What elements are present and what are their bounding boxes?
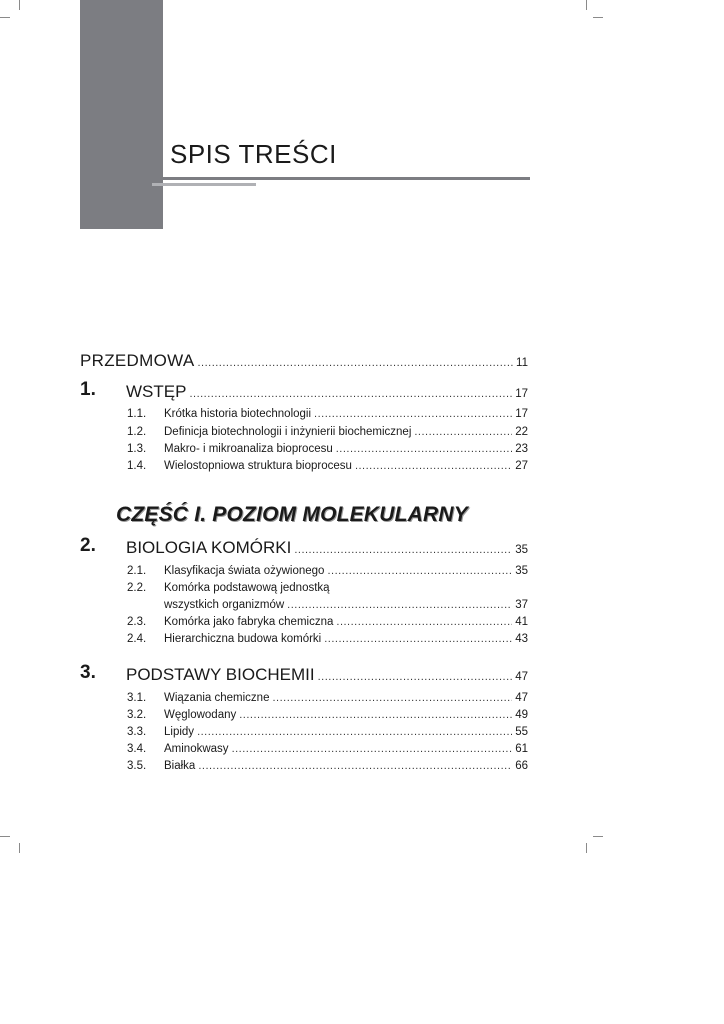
- section-number: 3.5.: [127, 760, 147, 772]
- toc-entry-section[interactable]: [127, 743, 528, 755]
- toc-entry-label: Wielostopniowa struktura bioprocesu: [164, 460, 352, 472]
- toc-entry-label: Aminokwasy: [164, 743, 229, 755]
- section-number: 2.3.: [127, 616, 147, 628]
- toc-page-number: 23: [515, 443, 528, 455]
- toc-entry-section[interactable]: [127, 408, 528, 420]
- dot-leader: [197, 357, 513, 369]
- toc-page-number: 27: [515, 460, 528, 472]
- part-heading: CZĘŚĆ I. POZIOM MOLEKULARNY: [116, 503, 468, 526]
- toc-page-number: 22: [515, 426, 528, 438]
- toc-page-number: 35: [515, 544, 528, 556]
- crop-mark: [586, 0, 587, 10]
- toc-entry-section[interactable]: [127, 582, 330, 594]
- dot-leader: [272, 692, 512, 704]
- toc-entry-section[interactable]: [127, 426, 528, 438]
- toc-page-number: 11: [516, 357, 528, 369]
- toc-page-number: 17: [515, 388, 528, 400]
- crop-mark: [0, 17, 10, 18]
- dot-leader: [197, 726, 512, 738]
- toc-entry-section[interactable]: [127, 760, 528, 772]
- chapter-number: 1.: [80, 379, 96, 400]
- toc-entry-section[interactable]: [127, 726, 528, 738]
- section-number: 1.3.: [127, 443, 147, 455]
- title-rule: [163, 177, 530, 180]
- section-number: 1.4.: [127, 460, 147, 472]
- dot-leader: [239, 709, 512, 721]
- toc-entry-section[interactable]: [127, 565, 528, 577]
- section-number: 3.1.: [127, 692, 147, 704]
- chapter-number: 3.: [80, 662, 96, 683]
- dot-leader: [324, 633, 512, 645]
- dot-leader: [198, 760, 512, 772]
- toc-page-number: 66: [515, 760, 528, 772]
- dot-leader: [327, 565, 512, 577]
- toc-entry-label: PRZEDMOWA: [80, 351, 195, 370]
- toc-page-number: 43: [515, 633, 528, 645]
- dot-leader: [414, 426, 512, 438]
- toc-entry-label: Lipidy: [164, 726, 195, 738]
- dot-leader: [294, 544, 512, 556]
- chapter-number: 2.: [80, 535, 96, 556]
- toc-page-number: 49: [515, 709, 528, 721]
- toc-entry-label: Białka: [164, 760, 196, 772]
- section-number: 3.3.: [127, 726, 147, 738]
- dot-leader: [189, 388, 512, 400]
- dot-leader: [355, 460, 512, 472]
- section-number: 3.4.: [127, 743, 147, 755]
- dot-leader: [287, 599, 512, 611]
- toc-entry-chapter[interactable]: [126, 382, 528, 402]
- toc-entry-chapter[interactable]: [126, 538, 528, 558]
- dot-leader: [336, 443, 512, 455]
- section-number: 2.4.: [127, 633, 147, 645]
- toc-entry-label: Krótka historia biotechnologii: [164, 408, 312, 420]
- crop-mark: [593, 836, 603, 837]
- toc-entry-section[interactable]: [127, 443, 528, 455]
- toc-entry-section[interactable]: [127, 616, 528, 628]
- toc-entry-section[interactable]: [127, 460, 528, 472]
- toc-entry-chapter[interactable]: [126, 665, 528, 685]
- title-rule-accent: [152, 183, 256, 186]
- crop-mark: [0, 836, 10, 837]
- toc-entry-label: Komórka jako fabryka chemiczna: [164, 616, 334, 628]
- section-number: 2.2.: [127, 582, 147, 594]
- toc-entry-section[interactable]: [127, 692, 528, 704]
- page-title: SPIS TREŚCI: [170, 139, 337, 169]
- section-number: 1.1.: [127, 408, 147, 420]
- crop-mark: [586, 843, 587, 853]
- dot-leader: [232, 743, 513, 755]
- toc-entry-label: Makro- i mikroanaliza bioprocesu: [164, 443, 333, 455]
- toc-entry-label: WSTĘP: [126, 382, 187, 401]
- toc-entry-label: Hierarchiczna budowa komórki: [164, 633, 322, 645]
- crop-mark: [19, 843, 20, 853]
- crop-mark: [19, 0, 20, 10]
- toc-entry-preface[interactable]: [80, 351, 528, 371]
- toc-entry-label: Węglowodany: [164, 709, 237, 721]
- toc-page-number: 47: [515, 671, 528, 683]
- section-number: 3.2.: [127, 709, 147, 721]
- dot-leader: [336, 616, 512, 628]
- dot-leader: [318, 671, 513, 683]
- toc-entry-label: Definicja biotechnologii i inżynierii biochemicznej: [164, 426, 412, 438]
- toc-page-number: 61: [515, 743, 528, 755]
- section-number: 1.2.: [127, 426, 147, 438]
- toc-entry-section[interactable]: [127, 709, 528, 721]
- toc-entry-label: PODSTAWY BIOCHEMII: [126, 665, 315, 684]
- toc-page-number: 35: [515, 565, 528, 577]
- toc-entry-label: Klasyfikacja świata ożywionego: [164, 565, 325, 577]
- toc-entry-section[interactable]: [127, 633, 528, 645]
- section-number: 2.1.: [127, 565, 147, 577]
- toc-entry-section-continuation[interactable]: [164, 599, 528, 611]
- toc-entry-label: wszystkich organizmów: [164, 599, 285, 611]
- toc-page-number: 17: [515, 408, 528, 420]
- toc-entry-label: BIOLOGIA KOMÓRKI: [126, 538, 292, 557]
- crop-mark: [593, 17, 603, 18]
- toc-page-number: 47: [515, 692, 528, 704]
- toc-page-number: 37: [515, 599, 528, 611]
- dot-leader: [314, 408, 512, 420]
- toc-entry-label: Wiązania chemiczne: [164, 692, 270, 704]
- toc-entry-label: Komórka podstawową jednostką: [164, 582, 330, 594]
- toc-page-number: 55: [515, 726, 528, 738]
- toc-page-number: 41: [515, 616, 528, 628]
- header-side-block: [80, 0, 163, 229]
